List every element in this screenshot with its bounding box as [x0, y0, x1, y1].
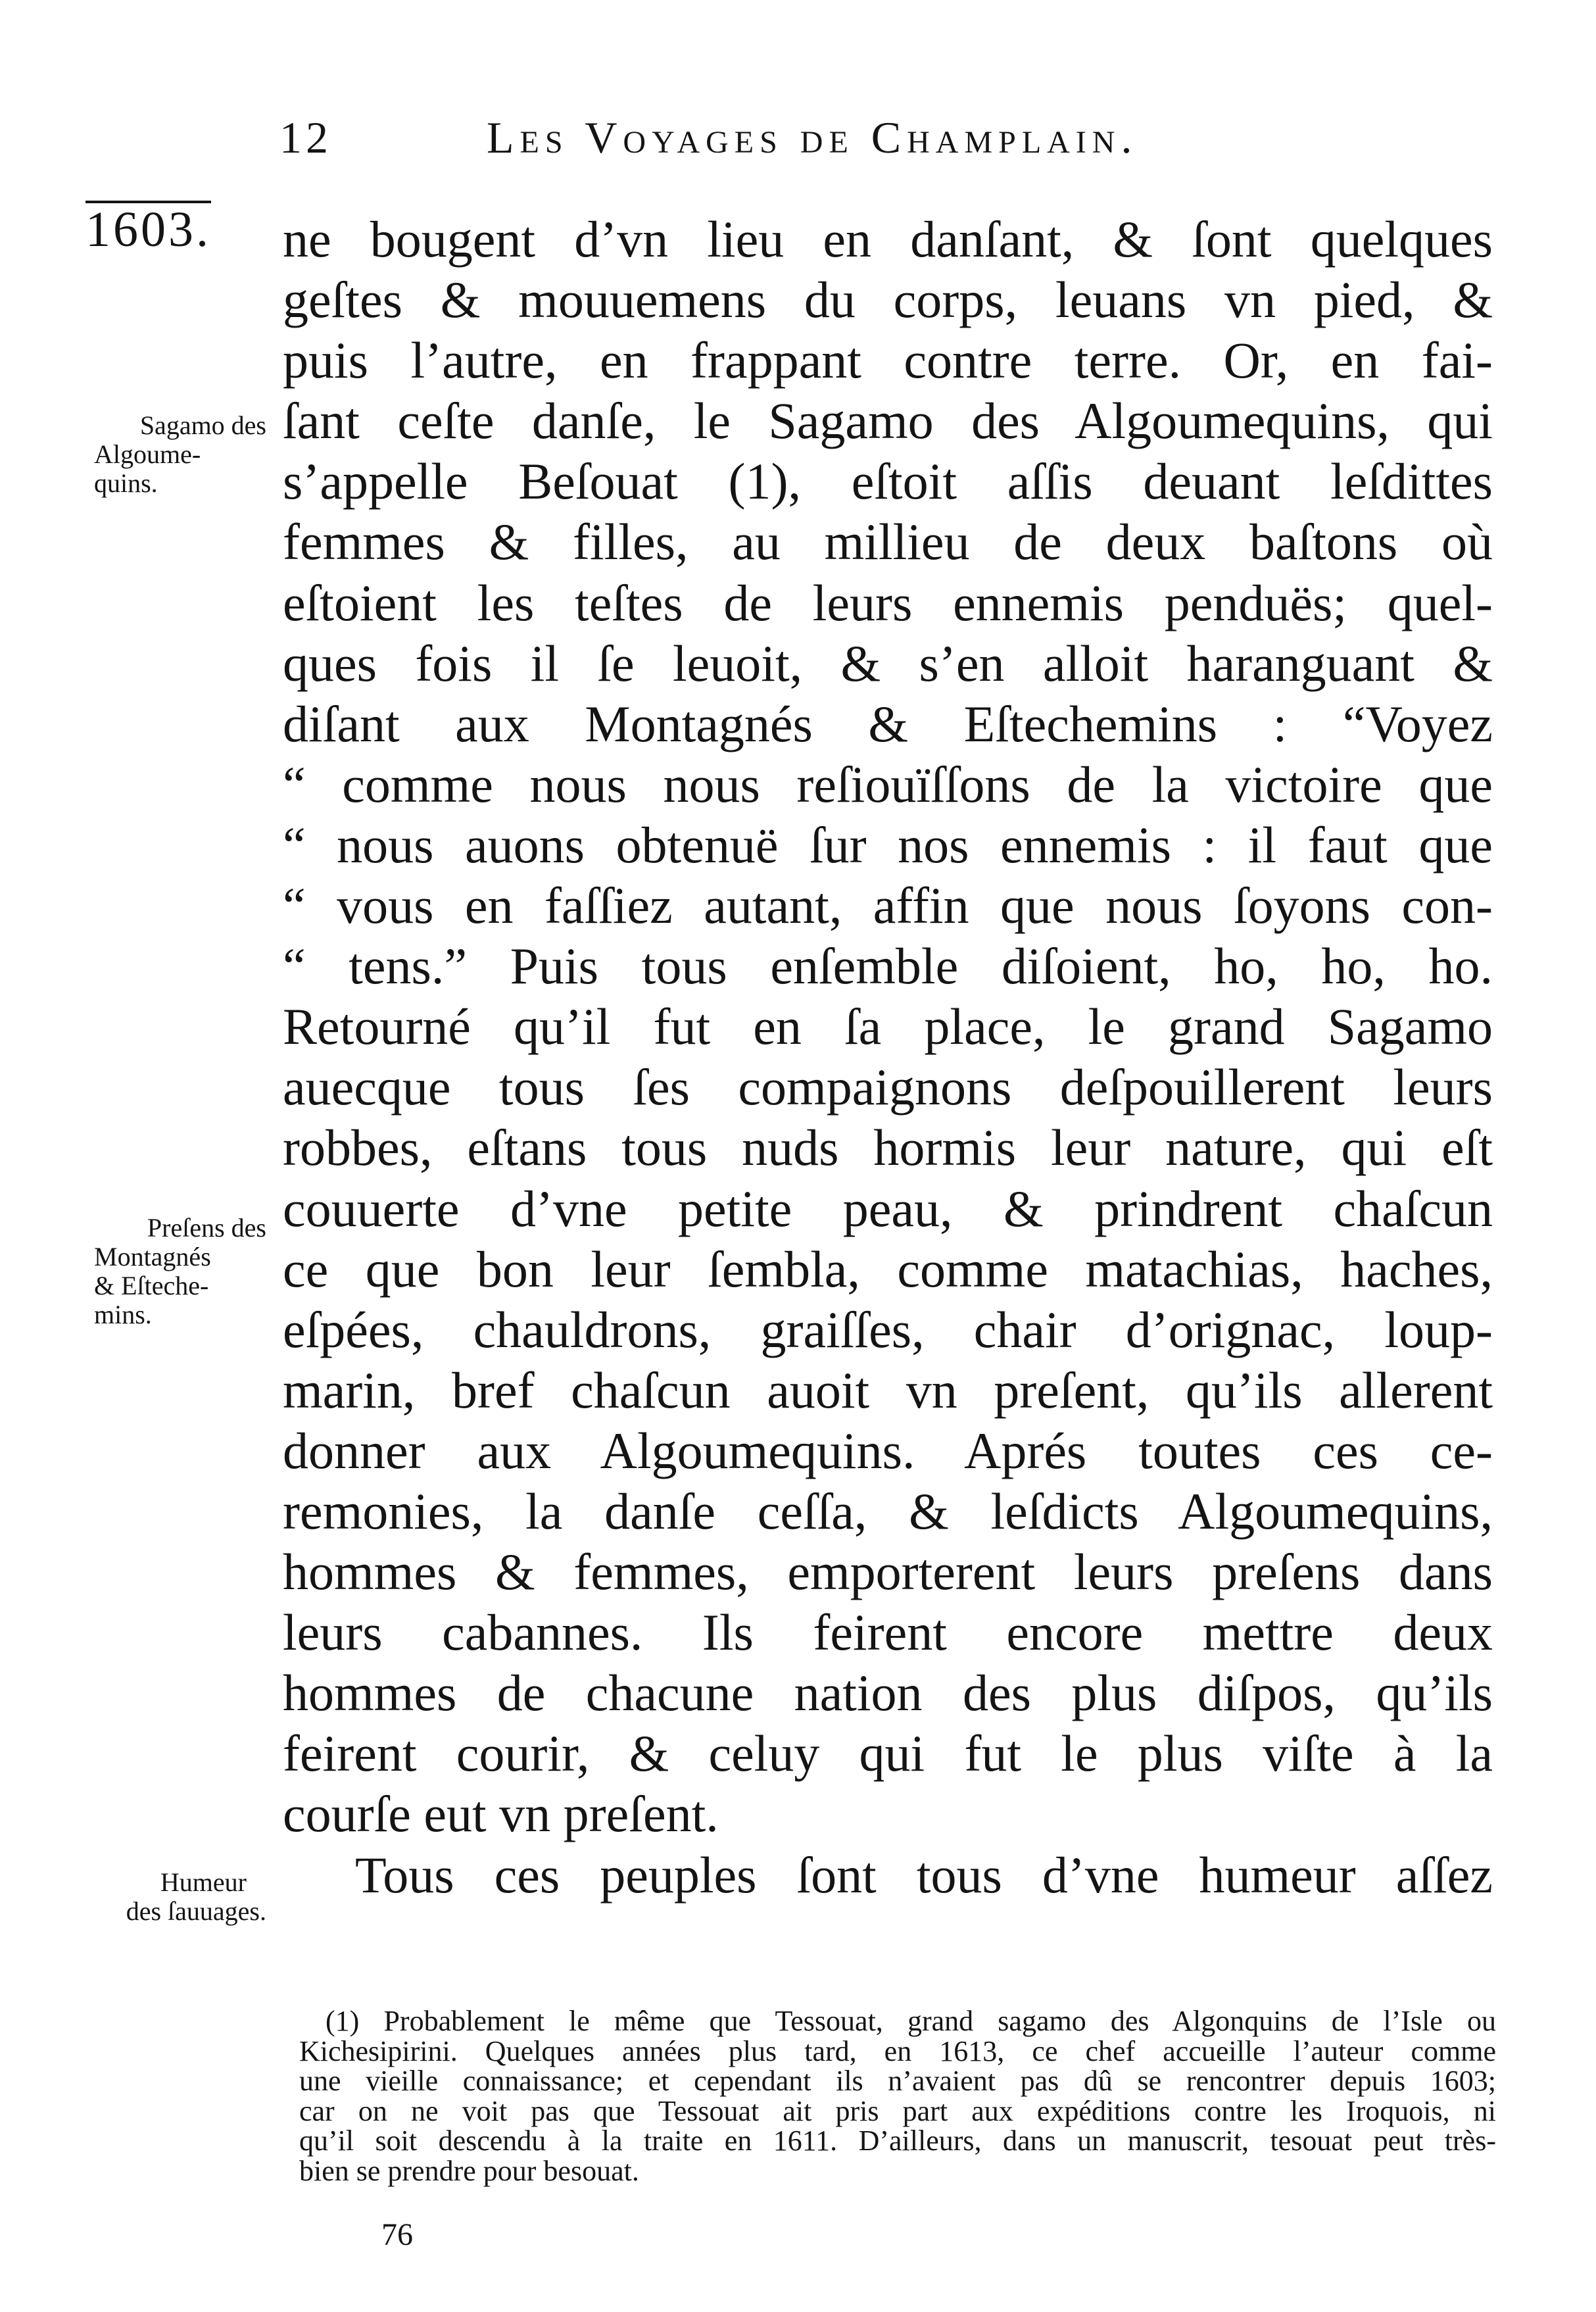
margin-note-humeur	[69, 1868, 266, 1926]
text-line: ques fois il ſe leuoit, & s’en alloit haranguant &	[283, 634, 1493, 692]
text-line: femmes & filles, au millieu de deux baſtons où	[283, 513, 1493, 571]
text-line: puis l’autre, en frappant contre terre. Or, en fai-	[283, 332, 1493, 389]
margin-note-line: des ſauuages.	[126, 1896, 266, 1926]
text-line: eſtoient les teſtes de leurs ennemis penduës; quel-	[283, 574, 1493, 631]
footnote	[299, 2006, 1496, 2186]
text-line: donner aux Algoumequins. Aprés toutes ces ce-	[283, 1421, 1493, 1479]
margin-note-line: Preſens des	[147, 1213, 266, 1242]
text-line: ne bougent d’vn lieu en danſant, & ſont quelques	[283, 210, 1493, 268]
footnote-line: qu’il soit descendu à la traite en 1611. D’ailleurs, dans un manuscrit, tesouat peut très-	[299, 2125, 1496, 2157]
text-line: marin, bref chaſcun auoit vn preſent, qu’ils allerent	[283, 1361, 1493, 1419]
body-text	[283, 209, 1493, 1906]
text-line: diſant aux Montagnés & Eſtechemins : “Voyez	[283, 695, 1493, 752]
margin-note-line: Humeur	[160, 1867, 247, 1897]
text-line: Retourné qu’il fut en ſa place, le grand Sagamo	[283, 998, 1493, 1056]
text-line: remonies, la danſe ceſſa, & leſdicts Algoumequins,	[283, 1482, 1493, 1540]
text-line: “ tens.” Puis tous enſemble diſoient, ho, ho, ho.	[283, 937, 1493, 995]
text-line: Tous ces peuples ſont tous d’vne humeur aſſez	[355, 1846, 1493, 1904]
text-line: hommes de chacune nation des plus diſpos, qu’ils	[283, 1664, 1493, 1722]
margin-note-line: mins.	[94, 1300, 152, 1329]
margin-note-line: & Eſteche-	[94, 1271, 209, 1300]
footnote-line: (1) Probablement le même que Tessouat, grand sagamo des Algonquins de l’Isle ou	[326, 2005, 1496, 2037]
text-line: ſant ceſte danſe, le Sagamo des Algoumequins, qui	[283, 392, 1493, 450]
footnote-line: bien se prendre pour besouat.	[299, 2154, 639, 2187]
text-line: couuerte d’vne petite peau, & prindrent chaſcun	[283, 1179, 1493, 1237]
year-marker: 1603.	[85, 202, 211, 257]
footnote-line: une vieille connaissance; et cependant ils n’avaient pas dû se rencontrer depuis 1603;	[299, 2065, 1496, 2097]
text-line: geſtes & mouuemens du corps, leuans vn pied, &	[283, 271, 1493, 329]
text-line: feirent courir, & celuy qui fut le plus viſte à la	[283, 1725, 1493, 1783]
text-line: “ vous en faſſiez autant, affin que nous ſoyons con-	[283, 877, 1493, 935]
page-header	[0, 112, 1596, 171]
text-line: hommes & femmes, emporterent leurs preſens dans	[283, 1543, 1493, 1601]
text-line: courſe eut vn preſent.	[283, 1785, 719, 1843]
footnote-line: car on ne voit pas que Tessouat ait pris part aux expéditions contre les Iroquois, ni	[299, 2094, 1496, 2127]
text-line: leurs cabannes. Ils feirent encore mettre deux	[283, 1604, 1493, 1661]
margin-note-line: Sagamo des	[139, 410, 266, 440]
printer-signature-mark: 76	[381, 2217, 413, 2252]
margin-note-line: Algoume-	[94, 439, 201, 469]
margin-note-line: quins.	[94, 468, 158, 498]
margin-note-line: Montagnés	[94, 1242, 211, 1271]
text-line: eſpées, chauldrons, graiſſes, chair d’orignac, loup-	[283, 1300, 1493, 1358]
footnote-line: Kichesipirini. Quelques années plus tard, en 1613, ce chef accueille l’auteur comme	[299, 2034, 1496, 2067]
text-line: auecque tous ſes compaignons deſpouillerent leurs	[283, 1058, 1493, 1116]
margin-note-presens	[69, 1214, 266, 1329]
text-line: “ comme nous nous reſiouïſſons de la victoire que	[283, 755, 1493, 813]
margin-note-sagamo	[69, 411, 266, 498]
text-line: ce que bon leur ſembla, comme matachias, haches,	[283, 1240, 1493, 1298]
running-title: Les Voyages de Champlain.	[487, 112, 1138, 162]
text-line: “ nous auons obtenuë ſur nos ennemis : il faut que	[283, 816, 1493, 873]
text-line: robbes, eſtans tous nuds hormis leur nature, qui eſt	[283, 1119, 1493, 1177]
page-number: 12	[279, 112, 332, 162]
text-line: s’appelle Beſouat (1), eſtoit aſſis deuant leſdittes	[283, 453, 1493, 510]
